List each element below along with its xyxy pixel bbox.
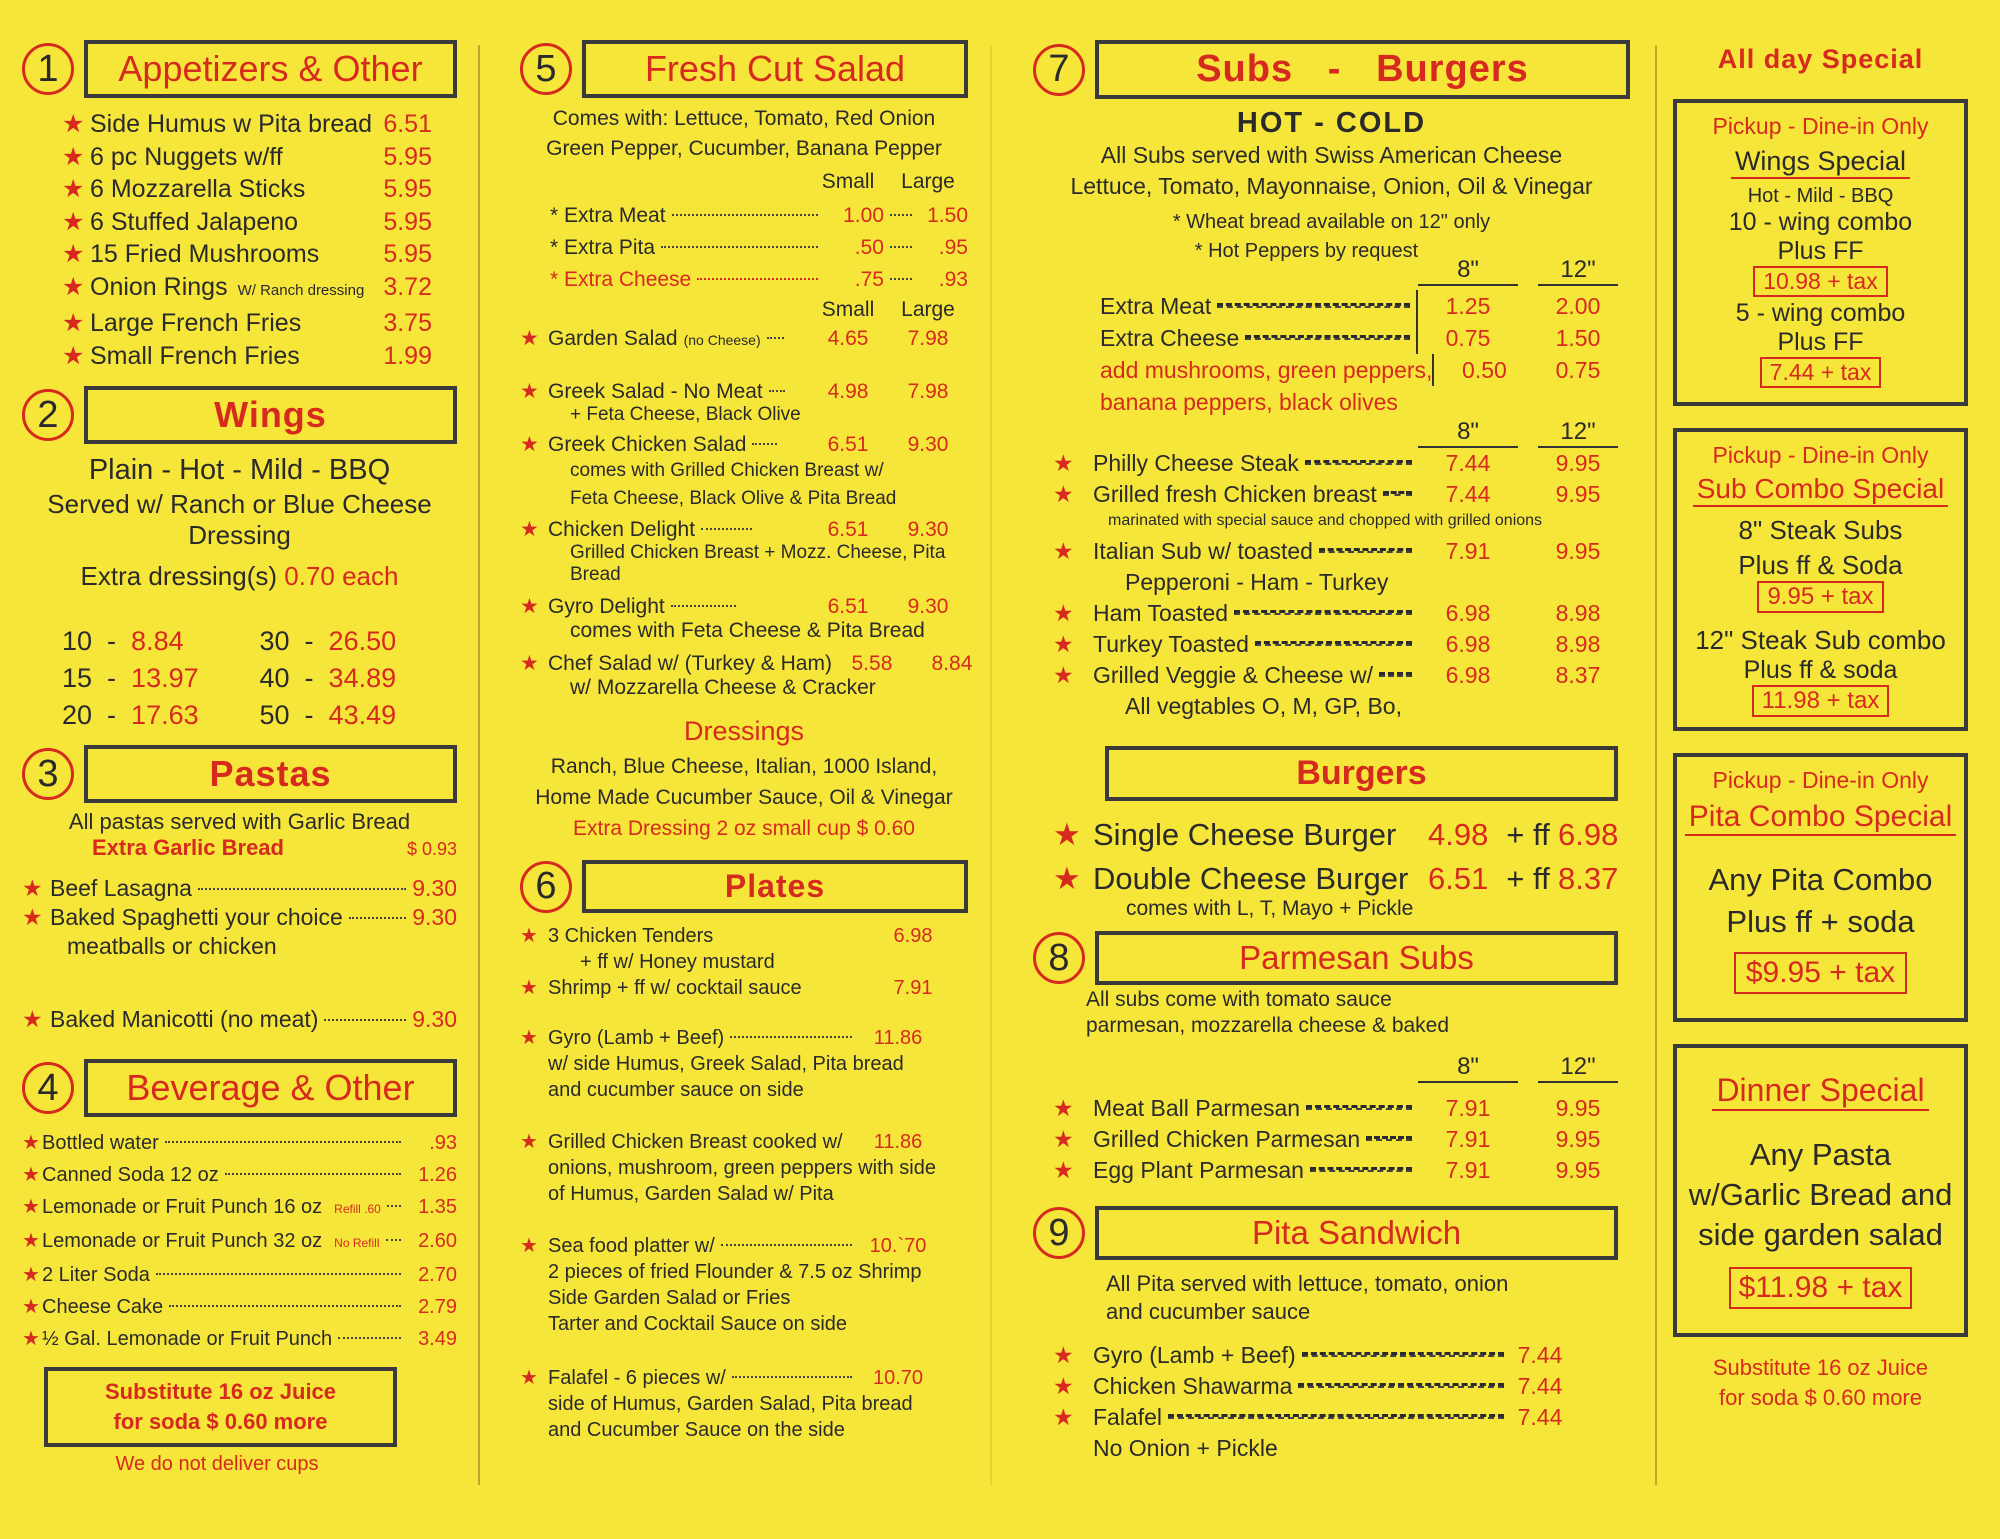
star-icon: ★ <box>62 240 85 268</box>
section-number: 3 <box>22 748 74 800</box>
no-cups-note: We do not deliver cups <box>115 1453 319 1475</box>
menu-item: ★ Bottled water .93 <box>22 1127 457 1159</box>
menu-item: ★ Gyro Delight 6.51 9.30 <box>520 595 949 618</box>
star-icon: ★ <box>1053 450 1074 476</box>
star-icon: ★ <box>1053 817 1081 852</box>
star-icon: ★ <box>22 1132 40 1154</box>
star-icon: ★ <box>22 1328 40 1350</box>
wing-count: 15 - 13.97 <box>62 663 199 693</box>
item-description: Tarter and Cocktail Sauce on side <box>548 1313 848 1335</box>
section-pastas-header <box>22 745 457 803</box>
burgers-list <box>1033 813 1630 901</box>
all-day-special-title: All day Special <box>1717 44 1924 74</box>
star-icon: ★ <box>22 1264 40 1286</box>
menu-item: ★ Falafel 7.44 <box>1033 1402 1570 1433</box>
salad-list <box>520 326 973 700</box>
star-icon: ★ <box>520 518 539 541</box>
menu-item: ★ Cheese Cake 2.79 <box>22 1291 457 1323</box>
juice-substitute-box: Substitute 16 oz Juice for soda $ 0.60 more <box>44 1367 397 1447</box>
menu-item: ★ Baked Manicotti (no meat) 9.30 <box>22 1006 457 1032</box>
star-icon: ★ <box>1053 1126 1074 1152</box>
star-icon: ★ <box>22 1230 40 1252</box>
star-icon: ★ <box>520 1027 538 1049</box>
star-icon: ★ <box>1053 631 1074 657</box>
star-icon: ★ <box>1053 600 1074 626</box>
menu-item: ★ Italian Sub w/ toasted 7.91 9.95 <box>1033 536 1618 567</box>
plates-list <box>520 923 968 1443</box>
item-description: and Cucumber Sauce on the side <box>548 1419 845 1441</box>
section-title: Wings <box>84 386 457 444</box>
item-description: comes with Grilled Chicken Breast w/ <box>570 460 884 481</box>
star-icon: ★ <box>1053 538 1074 564</box>
menu-item: ★ Lemonade or Fruit Punch 16 oz Refill .60 1.35 <box>22 1191 457 1225</box>
item-description: + Feta Cheese, Black Olive <box>570 404 801 425</box>
size-header: Small Large <box>821 298 955 321</box>
column-2 <box>520 40 973 1443</box>
star-icon: ★ <box>520 1235 538 1257</box>
section-title: Plates <box>582 860 968 913</box>
star-icon: ★ <box>22 904 43 930</box>
menu-item: ★ Gyro (Lamb + Beef) 11.86 <box>520 1027 923 1049</box>
item-description: 2 pieces of fried Flounder & 7.5 oz Shrimp <box>548 1261 922 1283</box>
menu-item: * Extra Meat 1.00 1.50 <box>550 204 968 227</box>
star-icon: ★ <box>22 1006 43 1032</box>
wings-special-box: Pickup - Dine-in Only Wings Special Hot - Mild - BBQ 10 - wing combo Plus FF 10.98 + tax 5 - wing combo Plus FF 7.44 + tax <box>1673 99 1968 406</box>
star-icon: ★ <box>520 380 539 403</box>
star-icon: ★ <box>62 272 85 301</box>
subs-notes: * Wheat bread available on 12" only * Hot Peppers by request <box>1172 211 1491 262</box>
size-header: 8" 12" <box>1033 418 1630 448</box>
menu-item: ★ Baked Spaghetti your choice 9.30 <box>22 904 457 930</box>
menu-item: ★ 3 Chicken Tenders 6.98 <box>520 925 933 947</box>
star-icon: ★ <box>1053 1095 1074 1121</box>
pita-note: All Pita served with lettuce, tomato, onion and cucumber sauce <box>1106 1271 1509 1324</box>
menu-item: ★ Side Humus w Pita bread 6.51 <box>62 108 432 141</box>
subs-served-with: All Subs served with Swiss American Cheese Lettuce, Tomato, Mayonnaise, Onion, Oil & Vinegar <box>1070 142 1593 199</box>
beverage-list <box>22 1127 457 1355</box>
menu-item: ★ Onion Rings W/ Ranch dressing 3.72 <box>62 271 432 308</box>
menu-item: ★ Turkey Toasted 6.98 8.98 <box>1033 629 1618 660</box>
star-icon: ★ <box>520 925 538 947</box>
wing-count: 50 - 43.49 <box>259 700 397 730</box>
menu-item: ★ Greek Salad - No Meat 4.98 7.98 <box>520 380 949 403</box>
item-description: marinated with special sauce and chopped with grilled onions <box>1108 512 1543 529</box>
star-icon: ★ <box>1053 861 1081 896</box>
menu-item: ★ Chicken Delight 6.51 9.30 <box>520 518 949 541</box>
section-appetizers-header <box>22 40 457 98</box>
star-icon: ★ <box>520 977 538 999</box>
item-description: onions, mushroom, green peppers with side <box>548 1157 936 1179</box>
menu-item: ★ Grilled Veggie & Cheese w/ 6.98 8.37 <box>1033 660 1618 691</box>
menu-item: ★ Ham Toasted 6.98 8.98 <box>1033 598 1618 629</box>
item-description: All vegtables O, M, GP, Bo, <box>1125 693 1402 719</box>
size-header: 8" 12" <box>1033 256 1630 286</box>
wing-count: 10 - 8.84 <box>62 626 184 656</box>
star-icon: ★ <box>1053 662 1074 688</box>
section-number: 4 <box>22 1062 74 1114</box>
price-badge: 9.95 + tax <box>1757 581 1883 613</box>
column-1 <box>22 40 457 1476</box>
item-description: side of Humus, Garden Salad, Pita bread <box>548 1393 913 1415</box>
menu-item: ★ Grilled fresh Chicken breast 7.44 9.95 <box>1033 479 1618 510</box>
menu-item: ★ Beef Lasagna 9.30 <box>22 875 457 901</box>
section-number: 6 <box>520 861 572 913</box>
sub-combo-special-box: Pickup - Dine-in Only Sub Combo Special 8" Steak Subs Plus ff & Soda 9.95 + tax 12" Steak Sub combo Plus ff & soda 11.98 + tax <box>1673 428 1968 731</box>
burger-note: comes with L, T, Mayo + Pickle <box>1126 897 1414 920</box>
item-description: meatballs or chicken <box>67 933 277 959</box>
parmesan-note: All subs come with tomato sauce parmesan, mozzarella cheese & baked <box>1086 988 1450 1037</box>
wing-count: 40 - 34.89 <box>259 663 397 693</box>
star-icon: ★ <box>520 327 539 350</box>
star-icon: ★ <box>22 1164 40 1186</box>
section-pita-header <box>1033 1206 1630 1260</box>
section-title: Appetizers & Other <box>84 40 457 98</box>
price-badge: 7.44 + tax <box>1760 357 1882 388</box>
section-plates-header <box>520 860 968 913</box>
star-icon: ★ <box>22 1296 40 1318</box>
dressings-list: Ranch, Blue Cheese, Italian, 1000 Island, Home Made Cucumber Sauce, Oil & Vinegar Extra Dressing 2 oz small cup $ 0.60 <box>535 755 953 840</box>
appetizers-list <box>22 108 457 372</box>
menu-item: ★ Egg Plant Parmesan 7.91 9.95 <box>1033 1155 1618 1186</box>
section-title: Parmesan Subs <box>1095 931 1618 985</box>
star-icon: ★ <box>1053 1373 1074 1399</box>
pasta-note: All pastas served with Garlic Bread <box>68 809 411 834</box>
section-salad-header <box>520 40 968 98</box>
star-icon: ★ <box>520 652 539 675</box>
dinner-special-box: Dinner Special Any Pasta w/Garlic Bread and side garden salad $11.98 + tax <box>1673 1044 1968 1337</box>
star-icon: ★ <box>62 341 85 370</box>
star-icon: ★ <box>520 1367 538 1389</box>
section-parmesan-header <box>1033 931 1630 985</box>
menu-item: ★ Philly Cheese Steak 7.44 9.95 <box>1033 448 1618 479</box>
menu-item: ★ Lemonade or Fruit Punch 32 oz No Refill 2.60 <box>22 1225 457 1259</box>
column-divider <box>1655 45 1657 1485</box>
section-beverage-header <box>22 1059 457 1117</box>
menu-item: add mushrooms, green peppers, 0.50 0.75 <box>1100 354 1618 386</box>
column-3 <box>1033 40 1630 1464</box>
menu-item: ★ 6 pc Nuggets w/ff 5.95 <box>62 141 432 174</box>
subs-extras <box>1033 290 1630 418</box>
salad-extras <box>520 200 968 296</box>
menu-item: ★ Shrimp + ff w/ cocktail sauce 7.91 <box>520 977 933 999</box>
star-icon: ★ <box>62 110 85 138</box>
hot-cold: HOT - COLD <box>1236 107 1427 139</box>
star-icon: ★ <box>1053 1404 1074 1430</box>
menu-item: ★ Sea food platter w/ 10.`70 <box>520 1235 927 1257</box>
menu-item: ★ Gyro (Lamb + Beef) 7.44 <box>1033 1340 1570 1371</box>
wing-extra-dressing: Extra dressing(s) 0.70 each <box>80 561 399 591</box>
parmesan-list <box>1033 1093 1630 1186</box>
column-4 <box>1673 44 1968 1413</box>
star-icon: ★ <box>520 595 539 618</box>
item-description: comes with Feta Cheese & Pita Bread <box>570 619 925 642</box>
menu-item: ★ Garden Salad (no Cheese) 4.65 7.98 <box>520 327 949 350</box>
pasta-list <box>22 875 457 1033</box>
wing-count-prices <box>22 626 457 731</box>
section-number: 8 <box>1033 932 1085 984</box>
star-icon: ★ <box>1053 1342 1074 1368</box>
item-description: Pepperoni - Ham - Turkey <box>1125 569 1389 595</box>
section-subs-header <box>1033 40 1630 99</box>
pita-list <box>1033 1340 1630 1464</box>
star-icon: ★ <box>22 1196 40 1218</box>
section-number: 1 <box>22 43 74 95</box>
section-title: Subs - Burgers <box>1095 40 1630 99</box>
menu-item: * Extra Cheese .75 .93 <box>550 268 968 291</box>
menu-item: ★ Falafel - 6 pieces w/ 10.70 <box>520 1367 924 1389</box>
pita-combo-special-box: Pickup - Dine-in Only Pita Combo Special Any Pita Combo Plus ff + soda $9.95 + tax <box>1673 753 1968 1022</box>
section-wings-header <box>22 386 457 444</box>
menu-item: ★ Small French Fries 1.99 <box>62 340 432 373</box>
wing-count: 20 - 17.63 <box>62 700 199 730</box>
menu-item: ★ Meat Ball Parmesan 7.91 9.95 <box>1033 1093 1618 1124</box>
menu-item: ★ 2 Liter Soda 2.70 <box>22 1259 457 1291</box>
item-description: banana peppers, black olives <box>1100 389 1398 415</box>
section-number: 7 <box>1033 44 1085 96</box>
column-divider <box>478 45 480 1485</box>
menu-item: ★ Grilled Chicken Parmesan 7.91 9.95 <box>1033 1124 1618 1155</box>
size-header: Small Large <box>821 170 955 193</box>
price-badge: $11.98 + tax <box>1729 1267 1913 1309</box>
burgers-title: Burgers <box>1105 746 1618 801</box>
item-description: and cucumber sauce on side <box>548 1079 804 1101</box>
price-badge: 11.98 + tax <box>1752 685 1890 717</box>
menu-item: ★ 6 Mozzarella Sticks 5.95 <box>62 173 432 206</box>
menu-item: ★ Large French Fries 3.75 <box>62 307 432 340</box>
menu-item: ★ 15 Fried Mushrooms 5.95 <box>62 238 432 271</box>
menu-item: Extra Cheese 0.75 1.50 <box>1100 322 1618 354</box>
item-description: Feta Cheese, Black Olive & Pita Bread <box>570 488 897 509</box>
section-number: 2 <box>22 389 74 441</box>
section-title: Pastas <box>84 745 457 803</box>
juice-substitute-note: Substitute 16 oz Juice for soda $ 0.60 more <box>1712 1355 1929 1410</box>
item-description: Grilled Chicken Breast + Mozz. Cheese, Pita Bread <box>570 542 946 585</box>
salad-comes-with: Comes with: Lettuce, Tomato, Red Onion Green Pepper, Cucumber, Banana Pepper <box>546 107 942 160</box>
item-description: No Onion + Pickle <box>1093 1435 1278 1461</box>
price-badge: $9.95 + tax <box>1734 952 1907 994</box>
wing-flavors: Plain - Hot - Mild - BBQ <box>88 454 391 486</box>
price-badge: 10.98 + tax <box>1753 266 1887 297</box>
menu-item: ★ Chicken Shawarma 7.44 <box>1033 1371 1570 1402</box>
menu-item: ★ Double Cheese Burger 6.51 + ff 8.37 <box>1053 857 1630 901</box>
section-number: 9 <box>1033 1207 1085 1259</box>
star-icon: ★ <box>62 207 85 236</box>
menu-item: ★ Canned Soda 12 oz 1.26 <box>22 1159 457 1191</box>
menu-item: * Extra Pita .50 .95 <box>550 236 968 259</box>
dressings-title: Dressings <box>683 716 805 746</box>
star-icon: ★ <box>1053 1157 1074 1183</box>
star-icon: ★ <box>520 1131 538 1153</box>
star-icon: ★ <box>1053 481 1074 507</box>
size-header: 8" 12" <box>1033 1053 1630 1083</box>
section-title: Fresh Cut Salad <box>582 40 968 98</box>
subs-list <box>1033 448 1630 722</box>
item-description: w/ side Humus, Greek Salad, Pita bread <box>548 1053 904 1075</box>
menu-item: ★ 6 Stuffed Jalapeno 5.95 <box>62 206 432 239</box>
menu-item: ★ Chef Salad w/ (Turkey & Ham) 5.58 8.84 <box>520 652 973 675</box>
star-icon: ★ <box>62 142 85 171</box>
item-description: Side Garden Salad or Fries <box>548 1287 791 1309</box>
section-title: Beverage & Other <box>84 1059 457 1117</box>
menu-item: ★ Single Cheese Burger 4.98 + ff 6.98 <box>1053 813 1630 857</box>
star-icon: ★ <box>22 875 43 901</box>
menu-item: Extra Meat 1.25 2.00 <box>1100 290 1618 322</box>
menu-item: ★ Grilled Chicken Breast cooked w/ 11.86 <box>520 1131 923 1153</box>
star-icon: ★ <box>62 175 85 203</box>
extra-garlic-bread: Extra Garlic Bread $ 0.93 <box>92 835 457 860</box>
item-description: of Humus, Garden Salad w/ Pita <box>548 1183 834 1205</box>
section-number: 5 <box>520 43 572 95</box>
item-description: w/ Mozzarella Cheese & Cracker <box>570 676 876 699</box>
wing-count: 30 - 26.50 <box>259 626 397 656</box>
menu-item: ★ ½ Gal. Lemonade or Fruit Punch 3.49 <box>22 1323 457 1355</box>
star-icon: ★ <box>520 433 539 456</box>
section-title: Pita Sandwich <box>1095 1206 1618 1260</box>
star-icon: ★ <box>62 309 85 337</box>
item-description: + ff w/ Honey mustard <box>580 951 775 973</box>
wing-served: Served w/ Ranch or Blue Cheese Dressing <box>47 489 432 550</box>
menu-item: ★ Greek Chicken Salad 6.51 9.30 <box>520 433 949 456</box>
